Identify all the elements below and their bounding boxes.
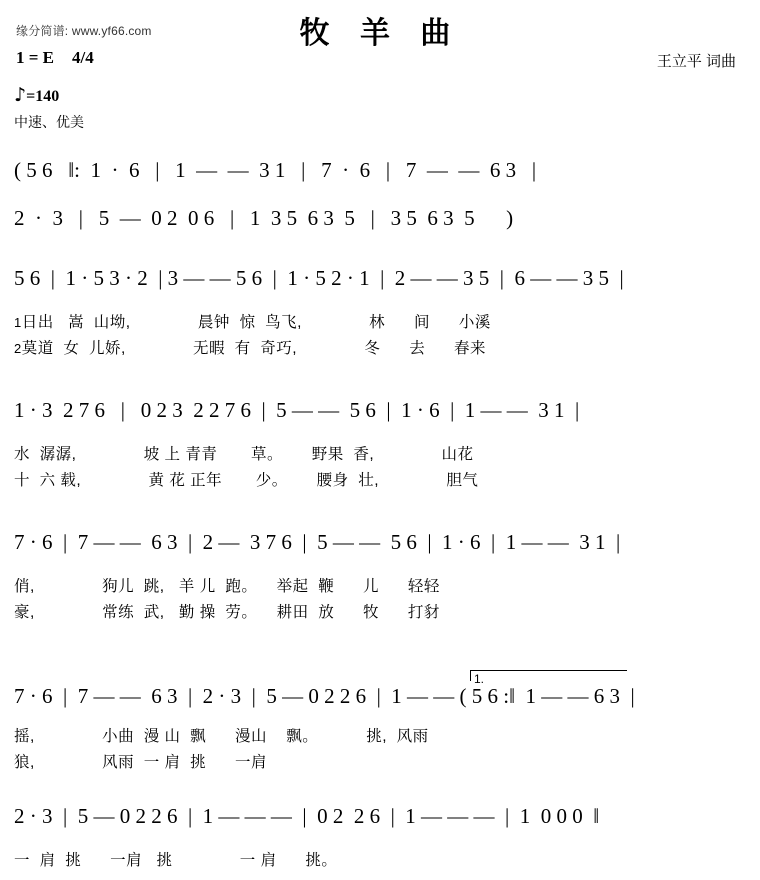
music-system-5 <box>0 522 760 626</box>
lyric-text: 日出 嵩 山坳, 晨钟 惊 鸟飞, 林 间 小溪 <box>21 314 491 331</box>
tempo-marking <box>14 84 59 106</box>
music-system-6 <box>0 654 760 776</box>
lyric-line-verse-1 <box>0 724 760 750</box>
music-system-3 <box>0 258 760 362</box>
lyric-line-verse-1 <box>0 310 760 336</box>
music-system-4 <box>0 390 760 494</box>
lyric-text: 豪, 常练 武, 勤 操 劳。 耕田 放 牧 打豺 <box>14 604 440 621</box>
verse-number: 2 <box>14 341 22 356</box>
verse-number: 1 <box>14 315 22 330</box>
lyric-text: 水 潺潺, 坡 上 青青 草。 野果 香, 山花 <box>14 446 474 463</box>
notation-line: ( 5 6 ‖: 1 · 6 | 1 — — 3 1 | 7 · 6 | 7 — — 6 3 | <box>14 158 537 182</box>
notation-line: 5 6 | 1 · 5 3 · 2 | 3 — — 5 6 | 1 · 5 2 · 1 | 2 — — 3 5 | 6 — — 3 5 | <box>14 266 624 290</box>
composer-credit: 王立平 词曲 <box>656 53 736 70</box>
notation-line: 7 · 6 | 7 — — 6 3 | 2 · 3 | 5 — 0 2 2 6 | 1 — — ( 5 6 :‖ 1 — — 6 3 | <box>14 684 635 708</box>
music-system-1 <box>0 150 760 190</box>
first-ending-bracket <box>470 670 627 681</box>
watermark-text: 缘分简谱: www.yf66.com <box>16 24 152 38</box>
mood-marking: 中速、优美 <box>14 114 84 130</box>
tempo-value: =140 <box>26 88 60 105</box>
lyric-line-verse-1 <box>0 848 760 874</box>
lyric-text: 狼, 风雨 一 肩 挑 一肩 <box>14 754 267 771</box>
music-system-2 <box>0 198 760 238</box>
notation-line: 1 · 3 2 7 6 | 0 2 3 2 2 7 6 | 5 — — 5 6 | 1 · 6 | 1 — — 3 1 | <box>14 398 580 422</box>
lyric-line-verse-2 <box>0 468 760 494</box>
key-signature-value: 1 = E <box>16 48 55 67</box>
first-ending-label: 1. <box>474 672 485 686</box>
lyric-text: 俏, 狗儿 跳, 羊 儿 跑。 举起 鞭 儿 轻轻 <box>14 578 440 595</box>
lyric-line-verse-2 <box>0 336 760 362</box>
lyric-text: 十 六 载, 黄 花 正年 少。 腰身 壮, 胆气 <box>14 472 479 489</box>
lyric-line-verse-2 <box>0 600 760 626</box>
lyric-text: 莫道 女 儿娇, 无暇 有 奇巧, 冬 去 春来 <box>21 340 487 357</box>
lyric-line-verse-1 <box>0 574 760 600</box>
key-signature <box>16 48 94 68</box>
lyric-text: 一 肩 挑 一肩 挑 一 肩 挑。 <box>14 852 338 869</box>
meter-value: 4/4 <box>72 48 94 67</box>
lyric-line-verse-2 <box>0 750 760 776</box>
music-system-7 <box>0 796 760 874</box>
page-title: 牧 羊 曲 <box>299 16 461 51</box>
lyric-text: 摇, 小曲 漫 山 飘 漫山 飘。 挑, 风雨 <box>14 728 429 745</box>
lyric-line-verse-1 <box>0 442 760 468</box>
notation-line: 2 · 3 | 5 — 0 2 0 6 | 1 3 5 6 3 5 | 3 5 6 3 5 ) <box>14 206 514 230</box>
notation-line: 7 · 6 | 7 — — 6 3 | 2 — 3 7 6 | 5 — — 5 6 | 1 · 6 | 1 — — 3 1 | <box>14 530 621 554</box>
notation-line: 2 · 3 | 5 — 0 2 2 6 | 1 — — — | 0 2 2 6 | 1 — — — | 1 0 0 0 ‖ <box>14 804 600 828</box>
eighth-note-icon: ♪ <box>14 84 27 106</box>
